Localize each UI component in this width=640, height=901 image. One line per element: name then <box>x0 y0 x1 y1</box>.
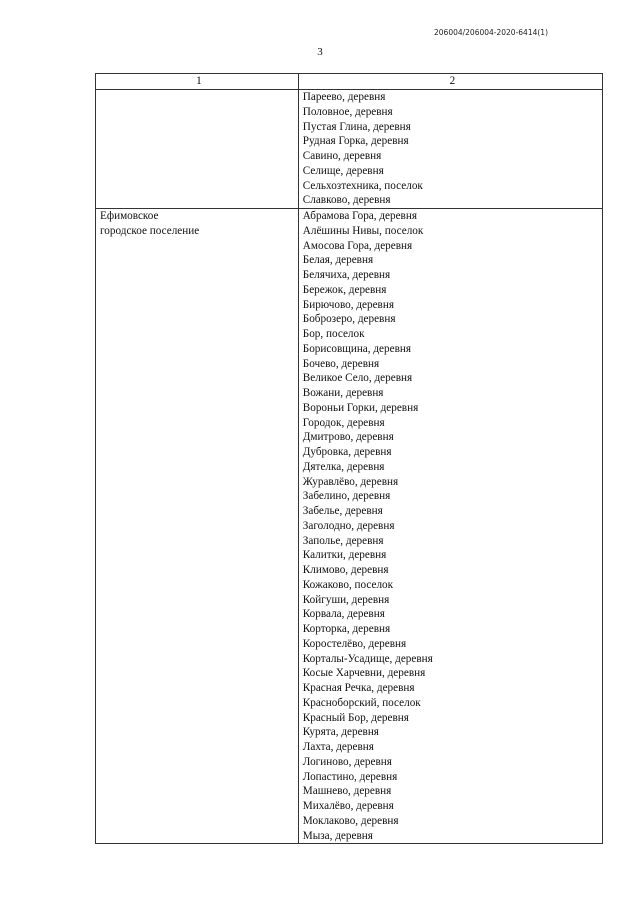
settlement-item: Городок, деревня <box>302 416 385 429</box>
settlement-item: Бор, поселок <box>302 328 365 340</box>
settlement-item: Корталы-Усадище, деревня <box>302 652 433 665</box>
settlement-item: Забелье, деревня <box>302 505 383 517</box>
settlement-item: Борисовщина, деревня <box>302 342 412 355</box>
settlement-item: Бирючово, деревня <box>302 298 394 311</box>
settlement-item: Климово, деревня <box>302 564 389 576</box>
table-row <box>96 209 603 844</box>
settlement-item: Селище, деревня <box>302 164 384 177</box>
settlement-item: Дмитрово, деревня <box>302 431 394 444</box>
table-row <box>96 90 603 209</box>
settlement-item: Корвала, деревня <box>302 608 385 621</box>
settlement-item: Калитки, деревня <box>302 549 387 562</box>
settlement-item: Лопастино, деревня <box>302 770 398 783</box>
page-number: 3 <box>317 46 323 58</box>
settlement-item: Вороньи Горки, деревня <box>302 401 419 414</box>
settlement-item: Белячиха, деревня <box>302 269 391 281</box>
table-body <box>96 90 603 844</box>
settlement-item: Красная Речка, деревня <box>302 682 415 694</box>
column-header-2: 2 <box>298 74 602 90</box>
settlement-item: Коростелёво, деревня <box>302 637 407 650</box>
settlements-cell <box>298 209 602 844</box>
settlement-item: Косые Харчевни, деревня <box>302 667 426 680</box>
municipality-name-line: Ефимовское <box>100 210 159 222</box>
settlement-item: Кожаково, поселок <box>302 578 394 591</box>
settlement-item: Забелино, деревня <box>302 490 391 503</box>
settlement-item: Пареево, деревня <box>302 91 386 103</box>
settlements-table <box>95 73 603 844</box>
settlement-item: Бережок, деревня <box>302 283 387 296</box>
settlement-item: Логиново, деревня <box>302 755 392 768</box>
column-header-1: 1 <box>96 74 299 90</box>
settlement-item: Алёшины Нивы, поселок <box>302 224 424 237</box>
settlement-item: Белая, деревня <box>302 254 374 267</box>
settlement-item: Заголодно, деревня <box>302 519 395 532</box>
settlement-item: Мыза, деревня <box>302 829 373 842</box>
document-id: 206004/206004-2020-6414(1) <box>434 28 548 37</box>
settlement-item: Койгуши, деревня <box>302 593 390 606</box>
municipality-cell <box>96 90 299 209</box>
settlement-item: Красноборский, поселок <box>302 696 421 709</box>
table-header-row <box>96 74 603 90</box>
settlement-item: Дубровка, деревня <box>302 446 392 458</box>
settlement-item: Абрамова Гора, деревня <box>302 210 417 222</box>
settlement-item: Савино, деревня <box>302 150 382 162</box>
settlement-item: Моклаково, деревня <box>302 814 399 827</box>
settlement-item: Сельхозтехника, поселок <box>302 179 423 192</box>
settlement-item: Славково, деревня <box>302 194 391 207</box>
settlement-item: Курята, деревня <box>302 726 379 739</box>
settlement-item: Боброзеро, деревня <box>302 313 396 326</box>
settlement-item: Половное, деревня <box>302 105 393 118</box>
settlement-item: Дятелка, деревня <box>302 460 385 473</box>
settlement-item: Великое Село, деревня <box>302 372 413 385</box>
settlements-cell <box>298 90 602 209</box>
settlement-item: Заполье, деревня <box>302 534 384 547</box>
settlement-item: Амосова Гора, деревня <box>302 239 413 252</box>
settlement-item: Рудная Горка, деревня <box>302 135 409 148</box>
settlement-item: Вожани, деревня <box>302 387 384 399</box>
settlement-item: Корторка, деревня <box>302 623 391 635</box>
settlement-item: Красный Бор, деревня <box>302 711 409 724</box>
municipality-name-line: городское поселение <box>100 224 200 237</box>
municipality-cell <box>96 209 299 844</box>
settlement-item: Журавлёво, деревня <box>302 475 399 488</box>
settlement-item: Бочево, деревня <box>302 357 380 370</box>
settlement-item: Михалёво, деревня <box>302 800 394 812</box>
settlement-item: Пустая Глина, деревня <box>302 120 411 133</box>
settlement-item: Машнево, деревня <box>302 785 392 798</box>
settlement-item: Лахта, деревня <box>302 741 374 753</box>
